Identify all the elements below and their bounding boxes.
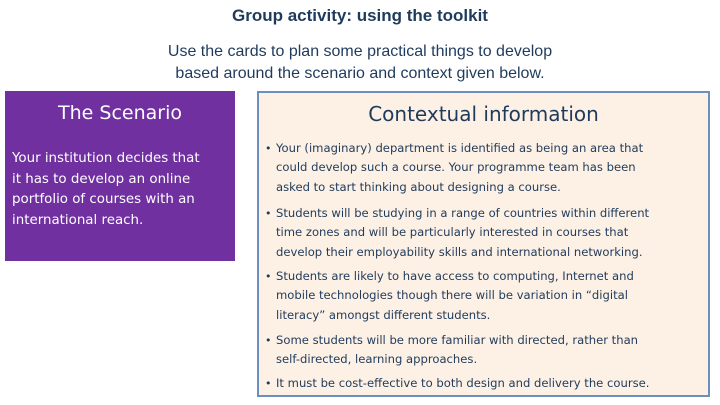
bullet-text [276, 139, 643, 197]
bullet-line: develop their employability skills and international networking. [276, 244, 643, 259]
bullet-line: Your (imaginary) department is identified as being an area that [276, 141, 644, 155]
page-title: Group activity: using the toolkit [232, 6, 488, 25]
intro-line: Use the cards to plan some practical things to develop [167, 43, 553, 60]
bullet-text [276, 204, 649, 262]
bullet-line: mobile technologies though there will be variation in “digital [276, 288, 628, 303]
context-heading: Contextual information [368, 102, 599, 126]
bullet-line: Students are likely to have access to computing, Internet and [276, 269, 634, 283]
bullet-line: time zones and will be particularly interested in courses that [276, 225, 629, 240]
bullet-line: asked to start thinking about designing a course. [276, 179, 561, 194]
scenario-body [12, 149, 232, 231]
bullet-line: Students will be studying in a range of countries within different [276, 206, 650, 220]
bullet-line: could develop such a course. Your programme team has been [276, 160, 636, 175]
scenario-heading: The Scenario [58, 102, 182, 124]
bullet-icon: • [265, 334, 272, 347]
bullet-line: It must be cost-effective to both design and delivery the course. [276, 376, 650, 390]
scenario-line: it has to develop an online [12, 171, 191, 187]
intro-line: based around the scenario and context given below. [175, 65, 545, 82]
bullet-icon: • [265, 377, 272, 390]
bullet-line: Some students will be more familiar with directed, rather than [276, 333, 639, 347]
bullet-line: self-directed, learning approaches. [276, 352, 478, 367]
bullet-icon: • [265, 270, 272, 283]
scenario-line: international reach. [12, 212, 144, 228]
bullet-text [276, 374, 649, 393]
bullet-line: literacy” amongst different students. [276, 307, 491, 322]
scenario-box [5, 91, 235, 261]
bullet-text [276, 331, 638, 370]
intro-text [110, 41, 610, 85]
bullet-icon: • [265, 142, 272, 155]
context-box [257, 91, 710, 397]
scenario-line: portfolio of courses with an [12, 192, 195, 207]
scenario-line: Your institution decides that [12, 151, 200, 166]
bullet-text [276, 267, 634, 325]
bullet-icon: • [265, 207, 272, 220]
